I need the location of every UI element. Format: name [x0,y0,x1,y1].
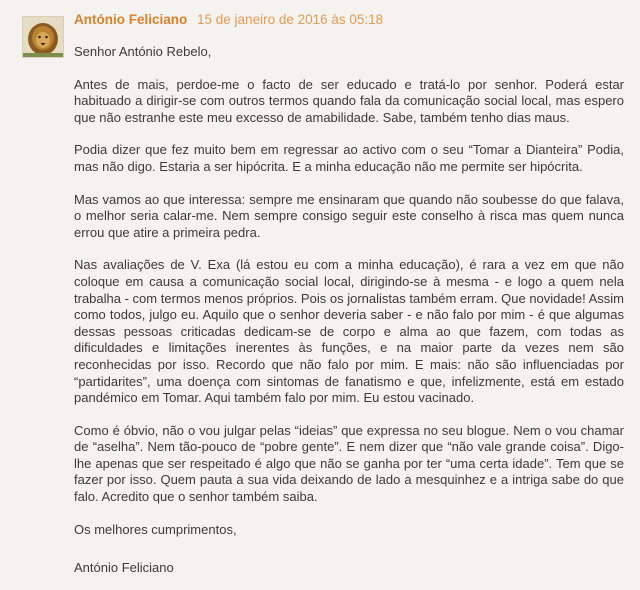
paragraph-4: Nas avaliações de V. Exa (lá estou eu com a minha educação), é rara a vez em que não coloque em causa a comunicação social local, dirigindo-se à mesma - e logo a quem nela trabalha - com termos menos próprios. Pois os jornalistas também erram. Que novidade! Assim como todos, julgo eu. Aquilo que o senhor deveria saber - e não falo por mim - é que algumas dessas pessoas criticadas dedicam-se de corpo e alma ao que fazem, com todas as dificuldades e limitações inerentes às funções, e na maior parte da vezes nem são reconhecidas por isso. Recordo que não falo por mim. E mais: não são influenciadas por “partidarites”, uma doença com sintomas de fanatismo e que, infelizmente, está em estado pandémico em Tomar. Aqui também falo por mim. Eu estou vacinado. [74,257,624,406]
closing: Os melhores cumprimentos, [74,521,237,537]
paragraph-3: Mas vamos ao que interessa: sempre me ensinaram que quando não soubesse do que falava, o melhor seria calar-me. Nem sempre consigo seguir este conselho à risca mas quem nunca errou que atire a primeira pedra. [74,191,624,240]
paragraph-5: Como é óbvio, não o vou julgar pelas “ideias” que expressa no seu blogue. Nem o vou chamar de “aselha”. Nem tão-pouco de “pobre gente”. E nem dizer que “não vale grande coisa”. Digo-lhe apenas que ser respeitado é algo que não se ganha por ter “uma certa idade”. Tem que se fazer por isso. Quem pauta a sua vida deixando de lado a mesquinhez e a intriga sabe do que falo. Acredito que o senhor também saiba. [74,422,624,505]
comment-body [74,44,624,577]
paragraph-2: Podia dizer que fez muito bem em regressar ao activo com o seu “Tomar a Dianteira” Podia, mas não digo. Estaria a ser hipócrita. E a minha educação não me permite ser hipócrita. [74,142,624,174]
avatar[interactable] [22,16,64,58]
lion-icon [23,17,63,57]
salutation: Senhor António Rebelo, [74,44,212,59]
signature: António Feliciano [74,560,174,576]
comment-header [74,12,383,27]
author-name[interactable]: António Feliciano [74,12,188,27]
comment-date[interactable]: 15 de janeiro de 2016 às 05:18 [197,12,384,27]
paragraph-1: Antes de mais, perdoe-me o facto de ser educado e tratá-lo por senhor. Poderá estar habituado a dirigir-se com outros termos quando fala da comunicação social local, mas espero que não estranhe este meu excesso de amabilidade. Sabe, também tenho dias maus. [74,76,624,125]
